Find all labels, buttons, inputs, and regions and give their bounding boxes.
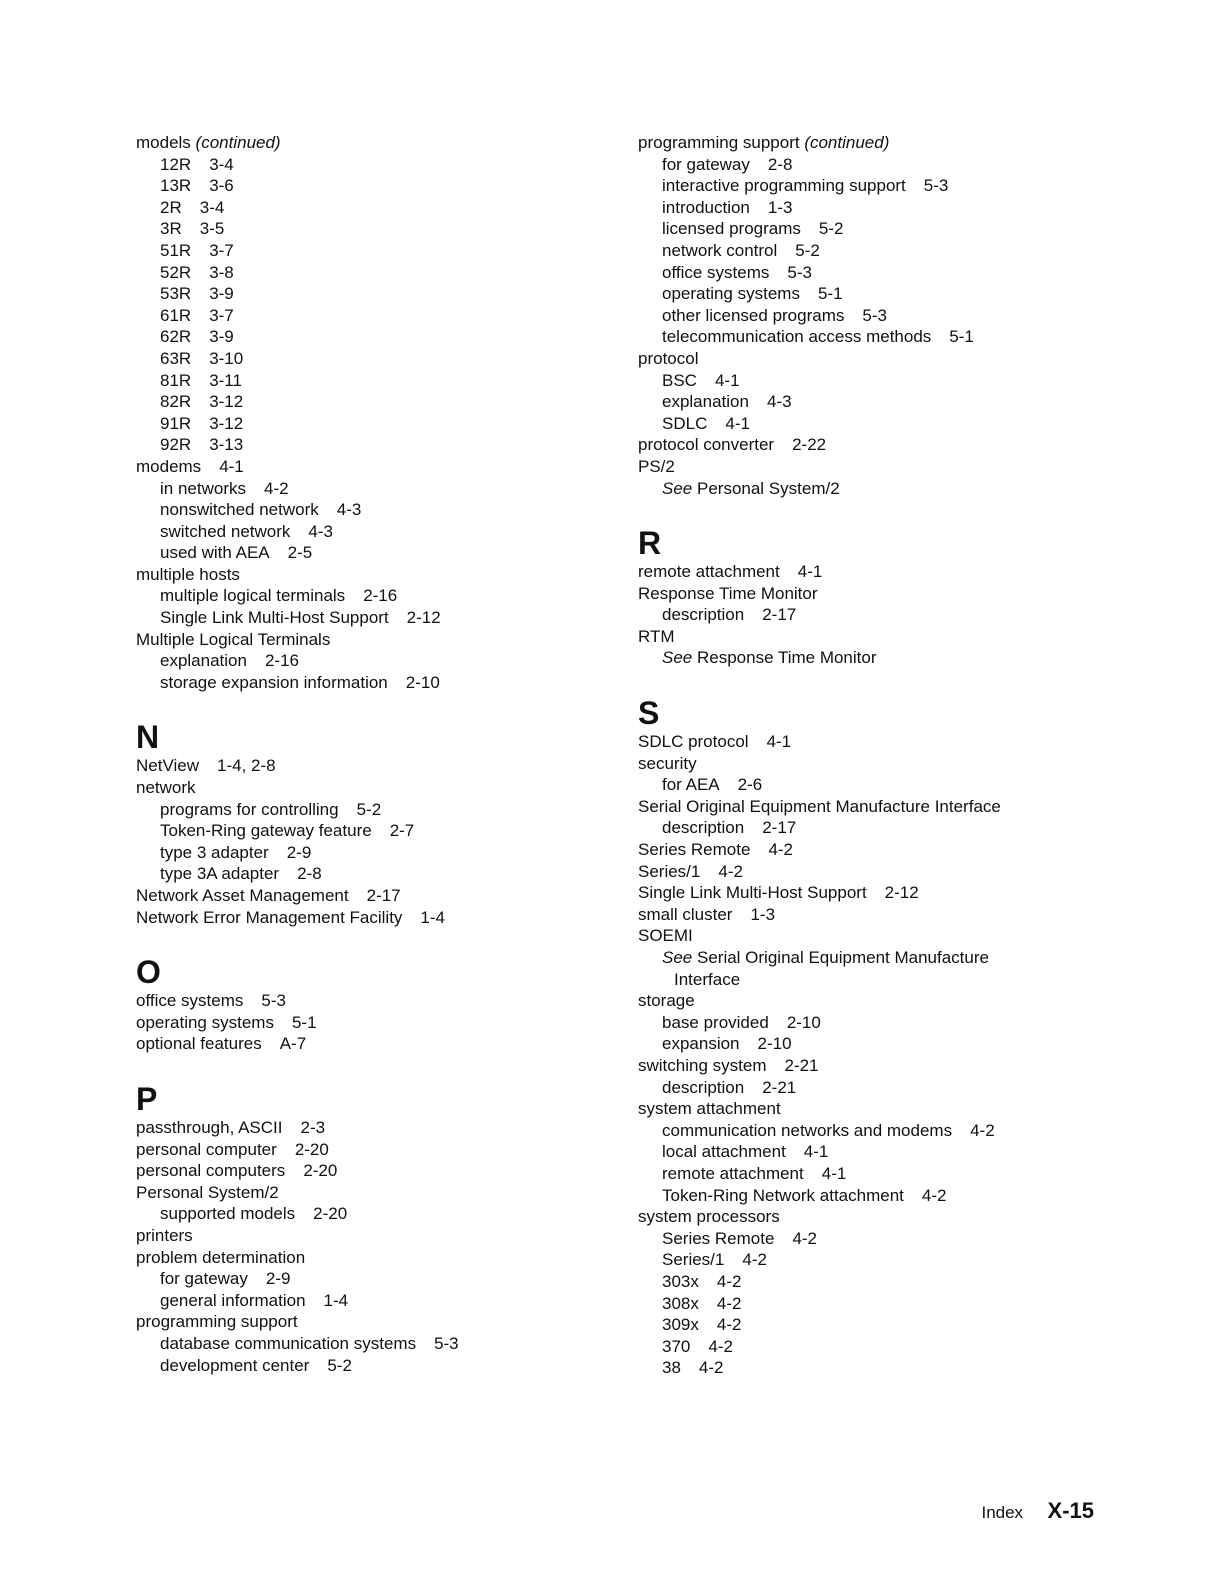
index-subentry <box>136 326 596 348</box>
page-reference: 2-3 <box>300 1117 326 1137</box>
index-term: 52R <box>160 262 192 282</box>
page-reference: 2-20 <box>294 1139 329 1159</box>
index-entry <box>136 1139 596 1161</box>
index-term: security <box>638 753 697 773</box>
index-subentry <box>136 607 596 629</box>
page-reference: 2-8 <box>297 864 322 884</box>
page-reference: 4-2 <box>792 1228 818 1248</box>
index-term: 51R <box>160 240 192 260</box>
index-subentry <box>638 969 1158 991</box>
page-reference: 2-20 <box>303 1161 338 1181</box>
index-entry <box>638 1055 1158 1077</box>
index-subentry <box>638 1293 1158 1315</box>
page-reference: 2-17 <box>762 818 797 838</box>
see-reference-label: See <box>662 648 693 668</box>
index-term: operating systems <box>136 1012 274 1032</box>
page-reference: 3-4 <box>209 154 234 174</box>
index-term: Response Time Monitor <box>638 583 818 603</box>
index-term: 62R <box>160 327 192 347</box>
index-subentry <box>638 1228 1158 1250</box>
page-reference: 2-12 <box>406 608 441 628</box>
page-reference: 4-2 <box>263 478 289 498</box>
index-subentry <box>638 604 1158 626</box>
index-entry <box>136 1160 596 1182</box>
page-reference: 2-16 <box>264 651 299 671</box>
footer-label: Index <box>981 1503 1024 1522</box>
index-right-column <box>638 132 1158 1379</box>
index-term: optional features <box>136 1034 262 1054</box>
index-subentry <box>136 478 596 500</box>
index-term: modems <box>136 456 202 476</box>
index-subentry <box>136 434 596 456</box>
index-term: programming support <box>638 133 800 152</box>
index-entry <box>638 904 1158 926</box>
index-term: supported models <box>160 1204 296 1224</box>
index-subentry <box>638 154 1158 176</box>
index-entry <box>136 990 596 1012</box>
index-subentry <box>136 391 596 413</box>
continued-qualifier: (continued) <box>804 133 890 152</box>
page-reference: 3-13 <box>209 435 244 455</box>
index-subentry <box>136 262 596 284</box>
page-reference: 4-2 <box>716 1271 742 1291</box>
index-term: Series Remote <box>638 840 751 860</box>
index-term: Serial Original Equipment Manufacture <box>696 948 989 967</box>
index-subentry <box>136 542 596 564</box>
index-term: Serial Original Equipment Manufacture Interface <box>638 796 1001 816</box>
page-reference: 2-7 <box>389 821 415 841</box>
index-term: other licensed programs <box>662 305 845 325</box>
index-term: introduction <box>662 197 750 217</box>
index-subentry <box>136 1355 596 1377</box>
page-reference: 4-3 <box>308 521 333 541</box>
index-term: description <box>662 1077 745 1097</box>
page-reference: 3-5 <box>199 219 225 239</box>
page-reference: 2-5 <box>287 543 313 563</box>
index-term: nonswitched network <box>160 500 319 520</box>
index-entry <box>136 629 596 651</box>
index-subentry <box>136 842 596 864</box>
index-term: SOEMI <box>638 926 693 946</box>
index-entry <box>638 626 1158 648</box>
index-term: 61R <box>160 305 192 325</box>
index-term: 309x <box>662 1315 699 1335</box>
page-reference: 5-1 <box>949 327 974 347</box>
index-entry <box>638 731 1158 753</box>
index-subentry <box>638 262 1158 284</box>
page-reference: 4-1 <box>766 732 792 752</box>
index-subentry <box>136 585 596 607</box>
index-term: problem determination <box>136 1247 306 1267</box>
index-entry <box>136 1033 596 1055</box>
index-entry <box>638 583 1158 605</box>
index-entry <box>136 1182 596 1204</box>
index-subentry <box>136 154 596 176</box>
index-term: 370 <box>662 1336 691 1356</box>
index-term: description <box>662 818 745 838</box>
page-reference: 1-4 <box>420 907 445 927</box>
page-reference: 4-1 <box>797 562 823 582</box>
page-reference: 4-1 <box>725 413 750 433</box>
page-reference: 5-3 <box>787 262 812 282</box>
page-reference: 3-7 <box>209 305 234 325</box>
index-term: Personal System/2 <box>136 1182 279 1202</box>
index-subentry <box>136 650 596 672</box>
index-term: 3R <box>160 219 182 239</box>
index-term: Single Link Multi-Host Support <box>160 608 389 628</box>
page-reference: 3-7 <box>209 240 234 260</box>
index-entry <box>638 561 1158 583</box>
index-term: Network Asset Management <box>136 886 349 905</box>
index-entry <box>136 885 596 907</box>
index-entry <box>136 907 596 929</box>
index-section-letter: R <box>638 525 662 562</box>
index-entry <box>638 925 1158 947</box>
page-reference: 5-2 <box>327 1355 352 1375</box>
page-reference: 4-1 <box>821 1163 847 1183</box>
index-subentry <box>136 1203 596 1225</box>
index-subentry <box>136 370 596 392</box>
page-reference: 5-2 <box>356 799 382 819</box>
page-reference: 4-2 <box>716 1293 742 1313</box>
index-left-column <box>136 132 596 1376</box>
index-entry <box>136 564 596 586</box>
index-term: licensed programs <box>662 219 801 239</box>
page-reference: 1-3 <box>767 197 793 217</box>
index-entry <box>136 456 596 478</box>
index-term: 2R <box>160 197 182 217</box>
index-entry <box>638 456 1158 478</box>
index-term: SDLC protocol <box>638 732 749 752</box>
index-section-letter: S <box>638 695 660 732</box>
index-term: remote attachment <box>662 1163 804 1183</box>
index-subentry <box>638 1336 1158 1358</box>
index-term: switching system <box>638 1055 767 1075</box>
page-reference: 5-2 <box>818 219 844 239</box>
index-term: SDLC <box>662 413 708 433</box>
index-subentry <box>638 391 1158 413</box>
page-reference: 4-2 <box>708 1336 733 1356</box>
page-reference: 5-3 <box>923 176 949 196</box>
index-term: remote attachment <box>638 562 780 582</box>
index-entry <box>638 1098 1158 1120</box>
index-term: personal computer <box>136 1139 277 1159</box>
index-term: network control <box>662 240 778 260</box>
index-term: multiple hosts <box>136 564 240 584</box>
index-term: for gateway <box>662 154 750 174</box>
index-subentry <box>638 1163 1158 1185</box>
index-subentry <box>638 370 1158 392</box>
index-entry <box>638 753 1158 775</box>
index-term: interactive programming support <box>662 176 906 196</box>
index-entry <box>638 882 1158 904</box>
index-term: Response Time Monitor <box>696 648 877 668</box>
index-entry <box>638 861 1158 883</box>
index-entry <box>638 132 1158 154</box>
page-reference: 4-2 <box>718 861 743 881</box>
index-term: used with AEA <box>160 543 270 563</box>
index-term: programming support <box>136 1312 298 1332</box>
index-term: Interface <box>674 969 741 989</box>
page-reference: 2-17 <box>762 605 797 625</box>
index-term: system attachment <box>638 1099 781 1119</box>
index-term: 92R <box>160 435 192 455</box>
index-term: telecommunication access methods <box>662 327 932 347</box>
page-reference: 2-17 <box>366 886 401 905</box>
page-reference: 4-1 <box>803 1142 829 1162</box>
index-term: explanation <box>662 392 749 412</box>
index-term: office systems <box>662 262 770 282</box>
index-term: PS/2 <box>638 456 675 476</box>
index-term: Personal System/2 <box>696 478 840 498</box>
index-entry <box>638 796 1158 818</box>
page-reference: 4-2 <box>768 840 794 860</box>
index-subentry <box>638 1033 1158 1055</box>
page-reference: 1-4 <box>323 1290 349 1310</box>
index-term: 12R <box>160 154 192 174</box>
index-term: description <box>662 605 745 625</box>
page-reference: 5-3 <box>434 1333 459 1353</box>
index-subentry <box>638 326 1158 348</box>
page-reference: 1-3 <box>750 904 776 924</box>
page-reference: 4-3 <box>766 392 792 412</box>
index-term: programs for controlling <box>160 799 339 819</box>
index-term: 63R <box>160 348 192 368</box>
index-term: 82R <box>160 392 192 412</box>
index-term: storage <box>638 991 695 1011</box>
index-subentry <box>638 1314 1158 1336</box>
index-subentry <box>638 647 1158 669</box>
index-term: switched network <box>160 521 291 541</box>
index-subentry <box>136 799 596 821</box>
index-subentry <box>136 1268 596 1290</box>
page-reference: 2-8 <box>767 154 793 174</box>
index-entry <box>136 1117 596 1139</box>
index-subentry <box>638 947 1158 969</box>
page-reference: 4-2 <box>742 1250 767 1270</box>
page-reference: 4-2 <box>921 1185 947 1205</box>
index-term: personal computers <box>136 1161 286 1181</box>
index-term: for gateway <box>160 1269 248 1289</box>
index-term: type 3A adapter <box>160 864 280 884</box>
index-term: passthrough, ASCII <box>136 1117 283 1137</box>
index-term: base provided <box>662 1012 769 1032</box>
index-subentry <box>136 1290 596 1312</box>
index-term: communication networks and modems <box>662 1120 953 1140</box>
index-term: Token-Ring Network attachment <box>662 1185 904 1205</box>
index-entry <box>638 990 1158 1012</box>
index-term: general information <box>160 1290 306 1310</box>
page-reference: 4-2 <box>716 1315 742 1335</box>
page-reference: 5-3 <box>261 991 286 1011</box>
index-subentry <box>136 240 596 262</box>
index-term: Network Error Management Facility <box>136 907 403 927</box>
index-entry <box>136 1311 596 1333</box>
page-reference: 3-11 <box>209 370 242 390</box>
index-term: 53R <box>160 284 192 304</box>
page-reference: 2-21 <box>784 1055 819 1075</box>
index-term: type 3 adapter <box>160 842 269 862</box>
index-term: Series Remote <box>662 1228 775 1248</box>
index-subentry <box>136 521 596 543</box>
page-reference: 2-10 <box>405 672 440 692</box>
index-term: development center <box>160 1355 310 1375</box>
index-subentry <box>638 218 1158 240</box>
index-subentry <box>638 1120 1158 1142</box>
index-subentry <box>136 672 596 694</box>
index-term: explanation <box>160 651 247 671</box>
page-reference: 2-6 <box>737 775 763 795</box>
page-reference: 3-8 <box>209 262 234 282</box>
index-subentry <box>638 1357 1158 1379</box>
index-subentry <box>136 348 596 370</box>
index-term: 303x <box>662 1271 699 1291</box>
index-subentry <box>638 1185 1158 1207</box>
page-reference: 4-3 <box>336 500 362 520</box>
index-term: database communication systems <box>160 1333 417 1353</box>
page-reference: 1-4, 2-8 <box>217 756 276 776</box>
index-entry <box>136 755 596 777</box>
page-reference: 2-10 <box>786 1012 821 1032</box>
page-reference: A-7 <box>279 1034 307 1054</box>
index-term: multiple logical terminals <box>160 586 346 606</box>
page-footer <box>900 1498 1094 1524</box>
index-subentry <box>638 817 1158 839</box>
index-subentry <box>136 305 596 327</box>
page-reference: 2-21 <box>762 1077 797 1097</box>
index-term: 308x <box>662 1293 699 1313</box>
index-subentry <box>638 197 1158 219</box>
index-term: local attachment <box>662 1142 786 1162</box>
index-subentry <box>638 774 1158 796</box>
see-reference-label: See <box>662 948 693 967</box>
page-reference: 3-4 <box>199 197 225 217</box>
index-subentry <box>136 1333 596 1355</box>
index-term: 13R <box>160 176 192 196</box>
index-term: 91R <box>160 413 192 433</box>
index-term: in networks <box>160 478 246 498</box>
see-reference-label: See <box>662 478 693 498</box>
index-subentry <box>136 283 596 305</box>
index-subentry <box>638 413 1158 435</box>
index-subentry <box>638 1077 1158 1099</box>
page-number: X-15 <box>1047 1498 1094 1523</box>
index-term: protocol <box>638 348 699 368</box>
index-term: RTM <box>638 626 675 646</box>
page-reference: 4-1 <box>219 456 244 476</box>
page-reference: 5-1 <box>291 1012 317 1032</box>
page-reference: 5-1 <box>817 284 843 304</box>
page-reference: 5-2 <box>795 240 820 260</box>
page-reference: 4-2 <box>698 1358 724 1378</box>
index-term: for AEA <box>662 775 720 795</box>
index-term: models <box>136 133 191 152</box>
page-reference: 2-9 <box>265 1269 291 1289</box>
index-subentry <box>638 305 1158 327</box>
index-term: NetView <box>136 756 199 776</box>
index-entry <box>638 434 1158 456</box>
page-reference: 2-10 <box>757 1034 792 1054</box>
page-reference: 3-9 <box>209 327 234 347</box>
index-subentry <box>136 197 596 219</box>
index-subentry <box>136 413 596 435</box>
index-term: expansion <box>662 1034 740 1054</box>
index-entry <box>136 1012 596 1034</box>
index-entry <box>638 1206 1158 1228</box>
index-subentry <box>638 240 1158 262</box>
index-entry <box>136 1225 596 1247</box>
continued-qualifier: (continued) <box>195 133 281 152</box>
index-subentry <box>136 218 596 240</box>
page-reference: 3-12 <box>209 392 244 412</box>
index-subentry <box>638 175 1158 197</box>
page-reference: 3-10 <box>209 348 244 368</box>
index-term: office systems <box>136 991 244 1011</box>
index-term: Series/1 <box>638 861 701 881</box>
index-entry <box>136 132 596 154</box>
index-entry <box>638 348 1158 370</box>
index-subentry <box>136 863 596 885</box>
page-reference: 2-9 <box>286 842 312 862</box>
index-term: Single Link Multi-Host Support <box>638 883 867 903</box>
index-term: 81R <box>160 370 192 390</box>
page-reference: 2-22 <box>792 435 827 455</box>
index-subentry <box>136 175 596 197</box>
page-reference: 2-20 <box>313 1204 348 1224</box>
page-reference: 4-1 <box>714 370 740 390</box>
index-term: protocol converter <box>638 435 775 455</box>
index-term: storage expansion information <box>160 672 388 692</box>
page-reference: 3-6 <box>209 176 234 196</box>
index-term: Multiple Logical Terminals <box>136 629 331 649</box>
index-term: Token-Ring gateway feature <box>160 821 372 841</box>
page-reference: 2-16 <box>363 586 398 606</box>
page-reference: 3-9 <box>209 284 234 304</box>
page-reference: 4-2 <box>970 1120 995 1140</box>
page-reference: 2-12 <box>884 883 919 903</box>
index-term: BSC <box>662 370 697 390</box>
index-entry <box>136 777 596 799</box>
index-subentry <box>638 1271 1158 1293</box>
page-reference: 3-12 <box>209 413 244 433</box>
index-subentry <box>136 499 596 521</box>
index-term: system processors <box>638 1207 780 1227</box>
index-term: Series/1 <box>662 1250 725 1270</box>
index-term: small cluster <box>638 904 733 924</box>
index-subentry <box>638 1141 1158 1163</box>
index-entry <box>638 839 1158 861</box>
index-subentry <box>638 1249 1158 1271</box>
index-subentry <box>136 820 596 842</box>
index-term: 38 <box>662 1358 681 1378</box>
index-term: operating systems <box>662 284 800 304</box>
index-section-letter: O <box>136 954 161 991</box>
index-section-letter: N <box>136 719 160 756</box>
index-subentry <box>638 478 1158 500</box>
index-subentry <box>638 1012 1158 1034</box>
index-entry <box>136 1247 596 1269</box>
index-term: printers <box>136 1225 193 1245</box>
index-subentry <box>638 283 1158 305</box>
index-term: network <box>136 778 196 798</box>
page-reference: 5-3 <box>862 305 887 325</box>
index-section-letter: P <box>136 1080 158 1117</box>
